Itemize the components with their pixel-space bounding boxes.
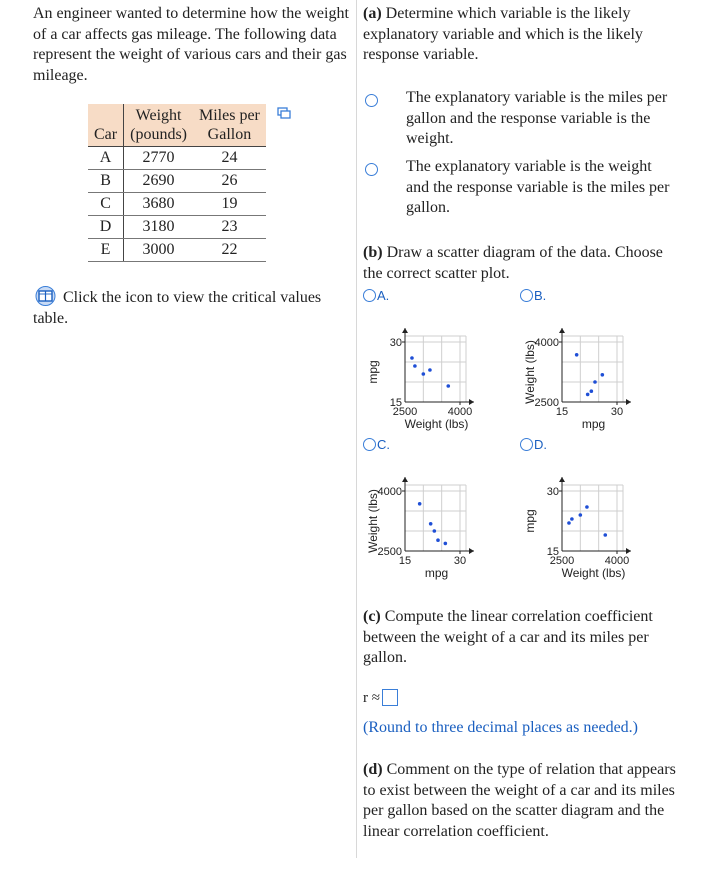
header-weight: Weight (pounds) <box>124 104 193 147</box>
radio-button[interactable] <box>363 289 376 302</box>
y-axis-title: Weight (lbs) <box>523 340 537 404</box>
scatter-plot-b <box>520 322 675 437</box>
y-axis-title: mpg <box>523 509 537 533</box>
x-axis-arrow <box>469 548 474 554</box>
data-point <box>579 513 583 517</box>
data-point <box>428 368 432 372</box>
plot-option-c[interactable]: C. <box>363 437 390 452</box>
critical-values-link-row <box>33 286 353 329</box>
plot-option-b[interactable]: B. <box>520 288 546 303</box>
part-b-question: (b) Draw a scatter diagram of the data. Choose the correct scatter plot. <box>363 244 663 282</box>
plot-option-d[interactable]: D. <box>520 437 547 452</box>
data-point <box>590 389 594 393</box>
table-row: D 3180 23 <box>88 216 266 239</box>
rounding-hint: (Round to three decimal places as needed.) <box>363 719 638 736</box>
x-axis-title: mpg <box>581 417 606 431</box>
header-mpg: Miles per Gallon <box>193 104 266 147</box>
data-point <box>444 542 448 546</box>
problem-intro: An engineer wanted to determine how the weight of a car affects gas mileage. The following data represent the weight of various cars and their gas mileage. <box>33 5 349 84</box>
table-row: A 2770 24 <box>88 147 266 170</box>
y-tick-label-bottom: 2500 <box>534 397 559 409</box>
x-axis-arrow <box>469 399 474 405</box>
data-point <box>567 521 571 525</box>
left-panel <box>33 4 351 327</box>
data-point <box>429 522 433 526</box>
data-table <box>88 104 266 262</box>
x-tick-label-right: 4000 <box>447 406 473 418</box>
data-point <box>422 372 426 376</box>
y-axis-arrow <box>559 477 565 482</box>
x-tick-label-left: 2500 <box>549 555 575 567</box>
data-point <box>586 393 590 397</box>
y-tick-label-top: 30 <box>389 337 402 349</box>
x-axis-arrow <box>626 399 631 405</box>
data-point <box>433 529 437 533</box>
y-axis-arrow <box>559 328 565 333</box>
part-c-question: (c) Compute the linear correlation coefficient between the weight of a car and its miles per gallon. <box>363 608 653 666</box>
x-tick-label-left: 15 <box>555 406 569 418</box>
y-tick-label-bottom: 2500 <box>377 546 402 558</box>
data-point <box>575 353 579 357</box>
r-answer-input[interactable] <box>382 689 398 706</box>
table-row: C 3680 19 <box>88 193 266 216</box>
x-axis-title: Weight (lbs) <box>561 566 626 580</box>
data-point <box>413 364 417 368</box>
radio-button[interactable] <box>520 438 533 451</box>
data-point <box>418 502 422 506</box>
table-row: B 2690 26 <box>88 170 266 193</box>
x-axis-title: Weight (lbs) <box>404 417 469 431</box>
y-tick-label-top: 4000 <box>534 337 559 349</box>
part-d-question: (d) Comment on the type of relation that appears to exist between the weight of a car and its miles per gallon based on the scatter diagram and the linear correlation coefficient. <box>363 761 676 840</box>
header-car: Car <box>88 104 124 147</box>
copy-table-icon[interactable] <box>277 107 291 119</box>
data-point <box>601 373 605 377</box>
radio-button[interactable] <box>365 94 378 107</box>
critical-values-text: Click the icon to view the critical values table. <box>33 289 322 327</box>
y-tick-label-bottom: 15 <box>389 397 402 409</box>
x-tick-label-right: 30 <box>610 406 624 418</box>
data-point <box>585 505 589 509</box>
right-panel: (a) Determine which variable is the likely explanatory variable and which is the likely response variable. The explanatory variable is the miles per gallon and the response variable is the weight. The explanatory variable is the weight and the response variable is the miles per gallon. (b) Draw a scatter diagram of the data. Choose the correct scatter plot. A. B. C. D. 30 15 2500 4000 Weight (lbs) mpg 4000 2500 15 30 mpg Weight (lbs) 4000 2500 15 30 mpg Weight (lbs) 30 15 2500 4000 Weight (lbs) mpg (c) Compute the linear correlation coefficient between the weight of a car and its miles per gallon. r ≈ (Round to three decimal places as needed.) (d) Comment on the type of relation that appears to exist between the weight of a car and its miles per gallon based on the scatter diagram and the linear correlation coefficient. <box>363 4 693 66</box>
scatter-plot-c <box>363 471 518 586</box>
y-axis-arrow <box>402 477 408 482</box>
x-axis-arrow <box>626 548 631 554</box>
critical-values-table-icon[interactable] <box>33 286 58 306</box>
y-axis-title: mpg <box>366 360 380 384</box>
data-point <box>593 380 597 384</box>
data-point <box>436 538 440 542</box>
radio-button[interactable] <box>365 163 378 176</box>
y-axis-title: Weight (lbs) <box>366 489 380 553</box>
y-tick-label-top: 4000 <box>377 486 402 498</box>
y-tick-label-bottom: 15 <box>546 546 559 558</box>
y-axis-arrow <box>402 328 408 333</box>
data-point <box>603 533 607 537</box>
data-point <box>570 517 574 521</box>
x-axis-title: mpg <box>424 566 449 580</box>
data-point <box>410 356 414 360</box>
x-tick-label-right: 4000 <box>604 555 630 567</box>
x-tick-label-left: 15 <box>398 555 412 567</box>
x-tick-label-left: 2500 <box>392 406 418 418</box>
y-tick-label-top: 30 <box>546 486 559 498</box>
scatter-plot-a <box>363 322 518 437</box>
radio-button[interactable] <box>363 438 376 451</box>
part-a-question: (a) Determine which variable is the likely explanatory variable and which is the likely response variable. <box>363 5 643 63</box>
data-point <box>446 384 450 388</box>
column-divider <box>356 0 357 858</box>
x-tick-label-right: 30 <box>453 555 467 567</box>
radio-button[interactable] <box>520 289 533 302</box>
scatter-plot-d <box>520 471 675 586</box>
table-row: E 3000 22 <box>88 239 266 262</box>
r-answer-row: r ≈ <box>363 689 398 707</box>
plot-option-a[interactable]: A. <box>363 288 389 303</box>
